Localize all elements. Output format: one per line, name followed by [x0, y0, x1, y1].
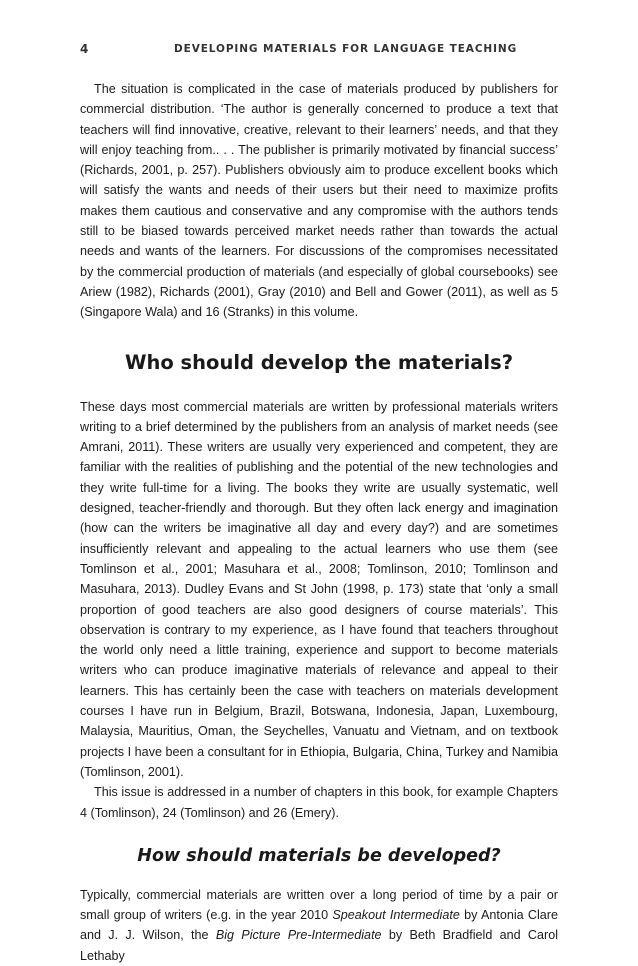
book-title-big-picture: Big Picture Pre-Intermediate	[215, 928, 382, 943]
text-run: by Beth Bradfield and Carol Lethaby	[80, 928, 558, 963]
text-run: by Antonia Clare and J. J. Wilson, the	[80, 908, 558, 943]
paragraph-chapter-references: This issue is addressed in a number of chapters in this book, for example Chapters 4 (Tomlinson), 24 (Tomlinson) and 26 (Emery).	[80, 785, 558, 820]
paragraph-commercial-writing	[80, 885, 558, 966]
paragraph-publishers: The situation is complicated in the case of materials produced by publishers for commercial distribution. ‘The author is generally concerned to produce a text that teachers will find innovative, creative, relevant to their learners’ needs, and that they will enjoy teaching from.. . . The publisher is primarily motivated by financial success’ (Richards, 2001, p. 257). Publishers obviously aim to produce excellent books which will satisfy the wants and needs of their users but their need to maximize profits makes them cautious and conservative and any compromise with the authors tends still to be biased towards perceived market needs rather than towards the actual needs and wants of the learners. For discussions of the compromises necessitated by the commercial production of materials (and especially of global coursebooks) see Ariew (1982), Richards (2001), Gray (2010) and Bell and Gower (2011), as well as 5 (Singapore Wala) and 16 (Stranks) in this volume.	[80, 82, 558, 320]
book-title-speakout: Speakout Intermediate	[332, 908, 460, 923]
running-title: DEVELOPING MATERIALS FOR LANGUAGE TEACHING	[174, 43, 518, 55]
paragraph-professional-writers: These days most commercial materials are written by professional materials writers writing to a brief determined by the publishers from an analysis of market needs (see Amrani, 2011). These writers are usually very experienced and competent, they are familiar with the realities of publishing and the potential of the new technologies and they write full-time for a living. The books they write are usually systematic, well designed, teacher-friendly and thorough. But they often lack energy and imagination (how can the writers be imaginative all day and every day?) and are sometimes insufficiently relevant and appealing to the actual learners who use them (see Tomlinson et al., 2001; Masuhara et al., 2008; Tomlinson, 2010; Tomlinson and Masuhara, 2013). Dudley Evans and St John (1998, p. 173) state that ‘only a small proportion of good teachers are also good designers of course materials’. This observation is contrary to my experience, as I have found that teachers throughout the world only need a little training, experience and support to become materials writers who can produce imaginative materials of relevance and appeal to their learners. This has certainly been the case with teachers on materials development courses I have run in Belgium, Brazil, Botswana, Indonesia, Japan, Luxembourg, Malaysia, Mauritius, Oman, the Seychelles, Vanuatu and Vietnam, and on textbook projects I have been a consultant for in Ethiopia, Bulgaria, China, Turkey and Namibia (Tomlinson, 2001).	[80, 399, 558, 779]
heading-how-should-develop: How should materials be developed?	[137, 845, 501, 866]
text-run: Typically, commercial materials are written over a long period of time by a pair or small group of writers (e.g. in the year 2010	[80, 887, 558, 923]
page-number: 4	[80, 42, 89, 56]
body-text	[80, 79, 558, 966]
running-header	[80, 42, 558, 58]
heading-who-should-develop: Who should develop the materials?	[124, 350, 514, 374]
